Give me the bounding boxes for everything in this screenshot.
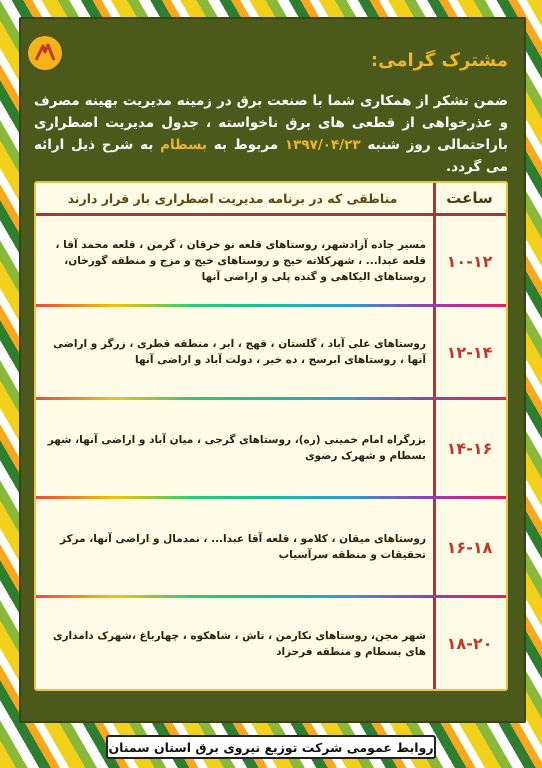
intro-date: ۱۳۹۷/۰۴/۲۳ [284, 137, 361, 153]
intro-line-3c: به شرح ذیل ارائه می گردد. [34, 137, 508, 175]
intro-text [34, 90, 508, 178]
header-areas: مناطقی که در برنامه مدیریت اضطراری بار قرار دارند [67, 190, 398, 206]
table-row [36, 598, 506, 689]
row-time: ۱۶-۱۸ [446, 537, 493, 557]
table-row [36, 307, 506, 397]
intro-line-3a: روز شنبه [367, 137, 431, 153]
table-row [36, 219, 506, 303]
row-areas: روستاهای علی آباد ، گلستان ، قهج ، ابر ، منطقه قطری ، زرگر و اراضی آنها ، روستاهای ابرسج ، ده خیر ، دولت آباد و اراضی آنها [53, 338, 426, 366]
intro-line-3b: مربوط به [213, 137, 279, 153]
intro-line-1: ضمن تشکر از همکاری شما با صنعت برق در زمینه مدیریت بهینه مصرف [34, 93, 508, 109]
table-header [36, 183, 506, 216]
footer-credit: روابط عمومی شرکت توزیع نیروی برق استان سمنان [106, 735, 436, 759]
row-time: ۱۸-۲۰ [446, 634, 493, 653]
row-time: ۱۰-۱۲ [446, 251, 493, 271]
page-title: مشترک گرامی: [370, 50, 508, 71]
table-row [36, 400, 506, 496]
row-areas: شهر مجن، روستاهای نکارمن ، تاش ، شاهکوه ، چهارباغ ،شهرک دامداری های بسطام و منطقه فرحزاد [52, 629, 426, 658]
table-row [36, 499, 506, 595]
schedule-table [34, 181, 508, 691]
row-time: ۱۲-۱۴ [446, 342, 493, 362]
power-company-logo-icon [28, 36, 62, 70]
row-areas: مسیر جاده آزادشهر، روستاهای قلعه نو خرقان ، گرمن ، قلعه محمد آقا ، قلعه عبدا... ، شهرکلاته خیج و روستاهای خیج و مزج و منطقه گورخان، روستاهای الیکاهی و گنده پلی و اراضی آنها [55, 239, 426, 283]
row-time: ۱۴-۱۶ [446, 438, 493, 458]
row-areas: روستاهای میقان ، کلامو ، قلعه آقا عبدا... ، نمدمال و اراضی آنها، مرکز تحقیقات و منطقه سرآسیاب [59, 533, 426, 561]
header-time: ساعت [446, 189, 493, 207]
intro-line-2: و عذرخواهی از قطعی های برق ناخواسته ، جدول مدیریت اضطراری باراحتمالی [34, 115, 508, 153]
row-areas: بزرگراه امام خمینی (ره)، روستاهای گرجی ، میان آباد و اراضی آنها، شهر بسطام و شهرک رضوی [47, 434, 426, 462]
intro-city: بسطام [160, 137, 207, 153]
